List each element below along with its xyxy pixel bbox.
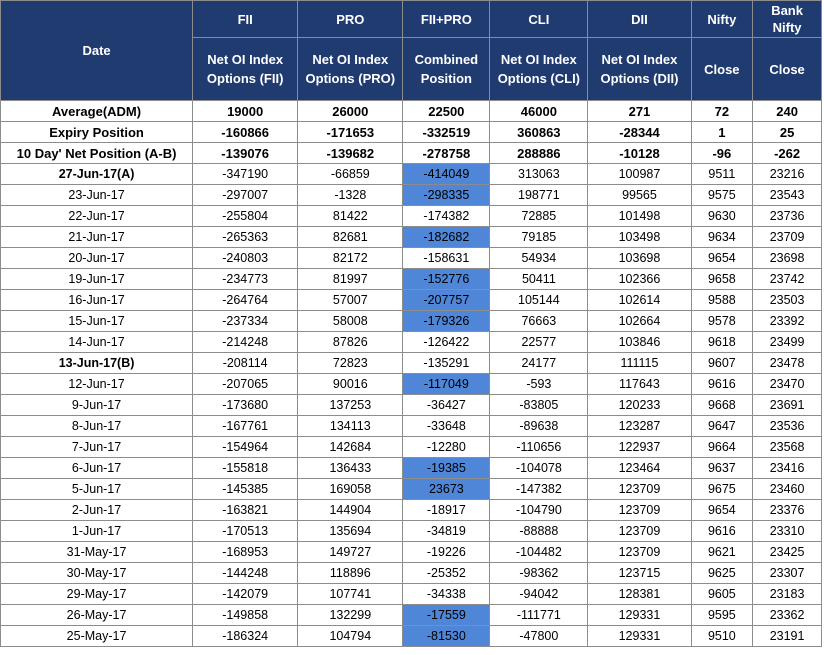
summary-cell-fii: 19000 [193,101,298,122]
sub-header-fii-line1: Net OI Index [207,52,284,67]
cell-fii-pro: -174382 [403,206,490,227]
date-cell: 9-Jun-17 [1,395,193,416]
summary-row [1,122,822,143]
table-row [1,227,822,248]
col-header-dii: DII [588,1,691,38]
cell-fii-pro: -12280 [403,437,490,458]
sub-header-cli [490,38,588,101]
summary-cell-dii: -28344 [588,122,691,143]
cell-nifty: 9634 [691,227,753,248]
col-header-nifty: Nifty [691,1,753,38]
cell-cli: 72885 [490,206,588,227]
cell-dii: 103498 [588,227,691,248]
cell-nifty: 9588 [691,290,753,311]
cell-fii: -214248 [193,332,298,353]
date-header: Date [1,1,193,101]
cell-fii-pro: -34819 [403,521,490,542]
cell-pro: 58008 [298,311,403,332]
cell-fii-pro: -158631 [403,248,490,269]
summary-cell-fii: -139076 [193,143,298,164]
cell-fii-pro: -33648 [403,416,490,437]
summary-cell-nifty: 1 [691,122,753,143]
cell-dii: 122937 [588,437,691,458]
cell-nifty: 9616 [691,374,753,395]
cell-cli: -47800 [490,626,588,647]
cell-pro: 57007 [298,290,403,311]
table-row [1,500,822,521]
cell-cli: 313063 [490,164,588,185]
table-row [1,248,822,269]
cell-cli: -88888 [490,521,588,542]
summary-cell-pro: 26000 [298,101,403,122]
summary-cell-cli: 360863 [490,122,588,143]
table-row [1,605,822,626]
cell-fii: -170513 [193,521,298,542]
cell-bank-nifty: 23392 [753,311,822,332]
summary-row [1,143,822,164]
date-cell: 23-Jun-17 [1,185,193,206]
summary-row [1,101,822,122]
cell-pro: 87826 [298,332,403,353]
table-row [1,290,822,311]
cell-fii: -264764 [193,290,298,311]
cell-dii: 117643 [588,374,691,395]
cell-nifty: 9647 [691,416,753,437]
cell-nifty: 9605 [691,584,753,605]
cell-dii: 128381 [588,584,691,605]
cell-fii-pro: -34338 [403,584,490,605]
cell-pro: 82681 [298,227,403,248]
summary-cell-dii: -10128 [588,143,691,164]
cell-fii: -145385 [193,479,298,500]
cell-fii: -142079 [193,584,298,605]
sub-header-nifty: Close [691,38,753,101]
cell-pro: 132299 [298,605,403,626]
sub-header-dii-line2: Options (DII) [600,71,679,86]
cell-dii: 120233 [588,395,691,416]
summary-cell-fii-pro: -278758 [403,143,490,164]
table-row [1,374,822,395]
cell-nifty: 9607 [691,353,753,374]
cell-pro: -66859 [298,164,403,185]
cell-bank-nifty: 23216 [753,164,822,185]
date-cell: 15-Jun-17 [1,311,193,332]
cell-fii-pro: -19385 [403,458,490,479]
table-row [1,185,822,206]
cell-bank-nifty: 23499 [753,332,822,353]
summary-cell-pro: -171653 [298,122,403,143]
cell-pro: -1328 [298,185,403,206]
sub-header-fii [193,38,298,101]
summary-label: Expiry Position [1,122,193,143]
table-row [1,563,822,584]
cell-fii: -265363 [193,227,298,248]
table-row [1,521,822,542]
date-cell: 13-Jun-17(B) [1,353,193,374]
cell-fii-pro: -19226 [403,542,490,563]
cell-fii-pro: -152776 [403,269,490,290]
col-header-cli: CLI [490,1,588,38]
table-row [1,584,822,605]
summary-cell-cli: 46000 [490,101,588,122]
cell-dii: 102664 [588,311,691,332]
table-row [1,479,822,500]
date-cell: 29-May-17 [1,584,193,605]
cell-dii: 103846 [588,332,691,353]
col-header-fii-pro: FII+PRO [403,1,490,38]
cell-fii-pro: -81530 [403,626,490,647]
date-cell: 22-Jun-17 [1,206,193,227]
sub-header-pro [298,38,403,101]
cell-bank-nifty: 23736 [753,206,822,227]
table-body [1,101,822,647]
col-header-fii: FII [193,1,298,38]
cell-nifty: 9654 [691,500,753,521]
cell-nifty: 9618 [691,332,753,353]
summary-label: 10 Day' Net Position (A-B) [1,143,193,164]
cell-cli: -111771 [490,605,588,626]
sub-header-dii-line1: Net OI Index [601,52,678,67]
cell-nifty: 9578 [691,311,753,332]
date-cell: 21-Jun-17 [1,227,193,248]
cell-nifty: 9675 [691,479,753,500]
date-cell: 30-May-17 [1,563,193,584]
cell-cli: -83805 [490,395,588,416]
cell-cli: 105144 [490,290,588,311]
cell-nifty: 9511 [691,164,753,185]
date-cell: 12-Jun-17 [1,374,193,395]
cell-cli: 24177 [490,353,588,374]
cell-fii: -186324 [193,626,298,647]
cell-bank-nifty: 23470 [753,374,822,395]
cell-cli: -98362 [490,563,588,584]
cell-bank-nifty: 23742 [753,269,822,290]
table-row [1,416,822,437]
cell-bank-nifty: 23183 [753,584,822,605]
date-cell: 14-Jun-17 [1,332,193,353]
summary-cell-dii: 271 [588,101,691,122]
cell-cli: 76663 [490,311,588,332]
cell-dii: 123709 [588,542,691,563]
summary-cell-cli: 288886 [490,143,588,164]
cell-fii: -154964 [193,437,298,458]
cell-nifty: 9510 [691,626,753,647]
cell-fii: -255804 [193,206,298,227]
cell-dii: 123709 [588,521,691,542]
cell-bank-nifty: 23191 [753,626,822,647]
cell-fii-pro: -18917 [403,500,490,521]
cell-pro: 107741 [298,584,403,605]
sub-header-fii-pro-line2: Position [420,71,472,86]
cell-pro: 142684 [298,437,403,458]
cell-cli: 22577 [490,332,588,353]
cell-fii-pro: -298335 [403,185,490,206]
date-cell: 25-May-17 [1,626,193,647]
col-header-pro: PRO [298,1,403,38]
cell-pro: 82172 [298,248,403,269]
cell-pro: 72823 [298,353,403,374]
cell-bank-nifty: 23307 [753,563,822,584]
cell-dii: 123287 [588,416,691,437]
cell-fii: -167761 [193,416,298,437]
cell-cli: -104790 [490,500,588,521]
cell-pro: 81422 [298,206,403,227]
summary-cell-pro: -139682 [298,143,403,164]
cell-nifty: 9664 [691,437,753,458]
table-row [1,269,822,290]
cell-pro: 104794 [298,626,403,647]
cell-bank-nifty: 23503 [753,290,822,311]
cell-dii: 129331 [588,605,691,626]
cell-dii: 129331 [588,626,691,647]
cell-bank-nifty: 23568 [753,437,822,458]
cell-dii: 101498 [588,206,691,227]
cell-pro: 136433 [298,458,403,479]
cell-cli: 198771 [490,185,588,206]
cell-dii: 111115 [588,353,691,374]
date-cell: 27-Jun-17(A) [1,164,193,185]
cell-dii: 123715 [588,563,691,584]
sub-header-cli-line1: Net OI Index [500,52,577,67]
date-cell: 26-May-17 [1,605,193,626]
cell-bank-nifty: 23310 [753,521,822,542]
cell-nifty: 9630 [691,206,753,227]
sub-header-fii-pro-line1: Combined [414,52,479,67]
cell-nifty: 9616 [691,521,753,542]
table-row [1,542,822,563]
cell-nifty: 9654 [691,248,753,269]
cell-pro: 135694 [298,521,403,542]
cell-dii: 123464 [588,458,691,479]
cell-pro: 118896 [298,563,403,584]
cell-dii: 102614 [588,290,691,311]
cell-nifty: 9575 [691,185,753,206]
cell-fii: -240803 [193,248,298,269]
date-cell: 16-Jun-17 [1,290,193,311]
cell-dii: 99565 [588,185,691,206]
cell-bank-nifty: 23425 [753,542,822,563]
cell-fii: -173680 [193,395,298,416]
cell-pro: 134113 [298,416,403,437]
cell-cli: -104078 [490,458,588,479]
cell-fii-pro: -25352 [403,563,490,584]
table-row [1,395,822,416]
date-cell: 6-Jun-17 [1,458,193,479]
cell-bank-nifty: 23543 [753,185,822,206]
cell-bank-nifty: 23691 [753,395,822,416]
cell-bank-nifty: 23709 [753,227,822,248]
cell-pro: 90016 [298,374,403,395]
cell-nifty: 9621 [691,542,753,563]
cell-fii: -208114 [193,353,298,374]
cell-bank-nifty: 23362 [753,605,822,626]
cell-cli: -147382 [490,479,588,500]
cell-fii: -144248 [193,563,298,584]
sub-header-dii [588,38,691,101]
cell-pro: 137253 [298,395,403,416]
cell-nifty: 9637 [691,458,753,479]
sub-header-pro-line1: Net OI Index [312,52,389,67]
cell-bank-nifty: 23416 [753,458,822,479]
cell-cli: -110656 [490,437,588,458]
cell-bank-nifty: 23460 [753,479,822,500]
summary-cell-bank-nifty: -262 [753,143,822,164]
summary-cell-fii: -160866 [193,122,298,143]
cell-pro: 169058 [298,479,403,500]
table-row [1,332,822,353]
cell-fii-pro: -126422 [403,332,490,353]
cell-fii-pro: -207757 [403,290,490,311]
cell-fii: -234773 [193,269,298,290]
bank-nifty-label: Bank Nifty [771,2,803,35]
cell-dii: 102366 [588,269,691,290]
table-row [1,626,822,647]
sub-header-pro-line2: Options (PRO) [305,71,396,86]
date-cell: 2-Jun-17 [1,500,193,521]
date-cell: 31-May-17 [1,542,193,563]
summary-cell-nifty: -96 [691,143,753,164]
sub-header-fii-line2: Options (FII) [206,71,284,86]
col-header-bank-nifty [753,1,822,38]
table-row [1,353,822,374]
cell-dii: 103698 [588,248,691,269]
summary-label: Average(ADM) [1,101,193,122]
sub-header-fii-pro [403,38,490,101]
cell-fii: -237334 [193,311,298,332]
date-cell: 7-Jun-17 [1,437,193,458]
cell-fii: -168953 [193,542,298,563]
cell-fii: -347190 [193,164,298,185]
cell-bank-nifty: 23536 [753,416,822,437]
cell-nifty: 9595 [691,605,753,626]
summary-cell-bank-nifty: 240 [753,101,822,122]
cell-cli: -94042 [490,584,588,605]
summary-cell-fii-pro: 22500 [403,101,490,122]
cell-bank-nifty: 23376 [753,500,822,521]
cell-fii: -149858 [193,605,298,626]
date-cell: 20-Jun-17 [1,248,193,269]
table-row [1,206,822,227]
cell-fii-pro: -135291 [403,353,490,374]
cell-fii: -163821 [193,500,298,521]
cell-nifty: 9668 [691,395,753,416]
date-cell: 8-Jun-17 [1,416,193,437]
cell-fii-pro: -179326 [403,311,490,332]
cell-fii-pro: -414049 [403,164,490,185]
cell-pro: 149727 [298,542,403,563]
cell-fii-pro: -117049 [403,374,490,395]
cell-dii: 123709 [588,500,691,521]
summary-cell-fii-pro: -332519 [403,122,490,143]
cell-dii: 123709 [588,479,691,500]
date-cell: 1-Jun-17 [1,521,193,542]
cell-nifty: 9658 [691,269,753,290]
table-row [1,311,822,332]
cell-bank-nifty: 23698 [753,248,822,269]
table-row [1,437,822,458]
cell-cli: 79185 [490,227,588,248]
cell-cli: 50411 [490,269,588,290]
sub-header-cli-line2: Options (CLI) [497,71,581,86]
cell-bank-nifty: 23478 [753,353,822,374]
cell-cli: -104482 [490,542,588,563]
cell-cli: -593 [490,374,588,395]
date-cell: 19-Jun-17 [1,269,193,290]
cell-fii: -297007 [193,185,298,206]
summary-cell-bank-nifty: 25 [753,122,822,143]
table-row [1,164,822,185]
cell-pro: 81997 [298,269,403,290]
cell-pro: 144904 [298,500,403,521]
cell-fii: -155818 [193,458,298,479]
cell-fii-pro: -17559 [403,605,490,626]
cell-cli: -89638 [490,416,588,437]
sub-header-bank-nifty: Close [753,38,822,101]
cell-nifty: 9625 [691,563,753,584]
cell-fii-pro: -182682 [403,227,490,248]
table-row [1,458,822,479]
cell-fii-pro: -36427 [403,395,490,416]
summary-cell-nifty: 72 [691,101,753,122]
cell-fii: -207065 [193,374,298,395]
cell-dii: 100987 [588,164,691,185]
cell-fii-pro: 23673 [403,479,490,500]
cell-cli: 54934 [490,248,588,269]
date-cell: 5-Jun-17 [1,479,193,500]
